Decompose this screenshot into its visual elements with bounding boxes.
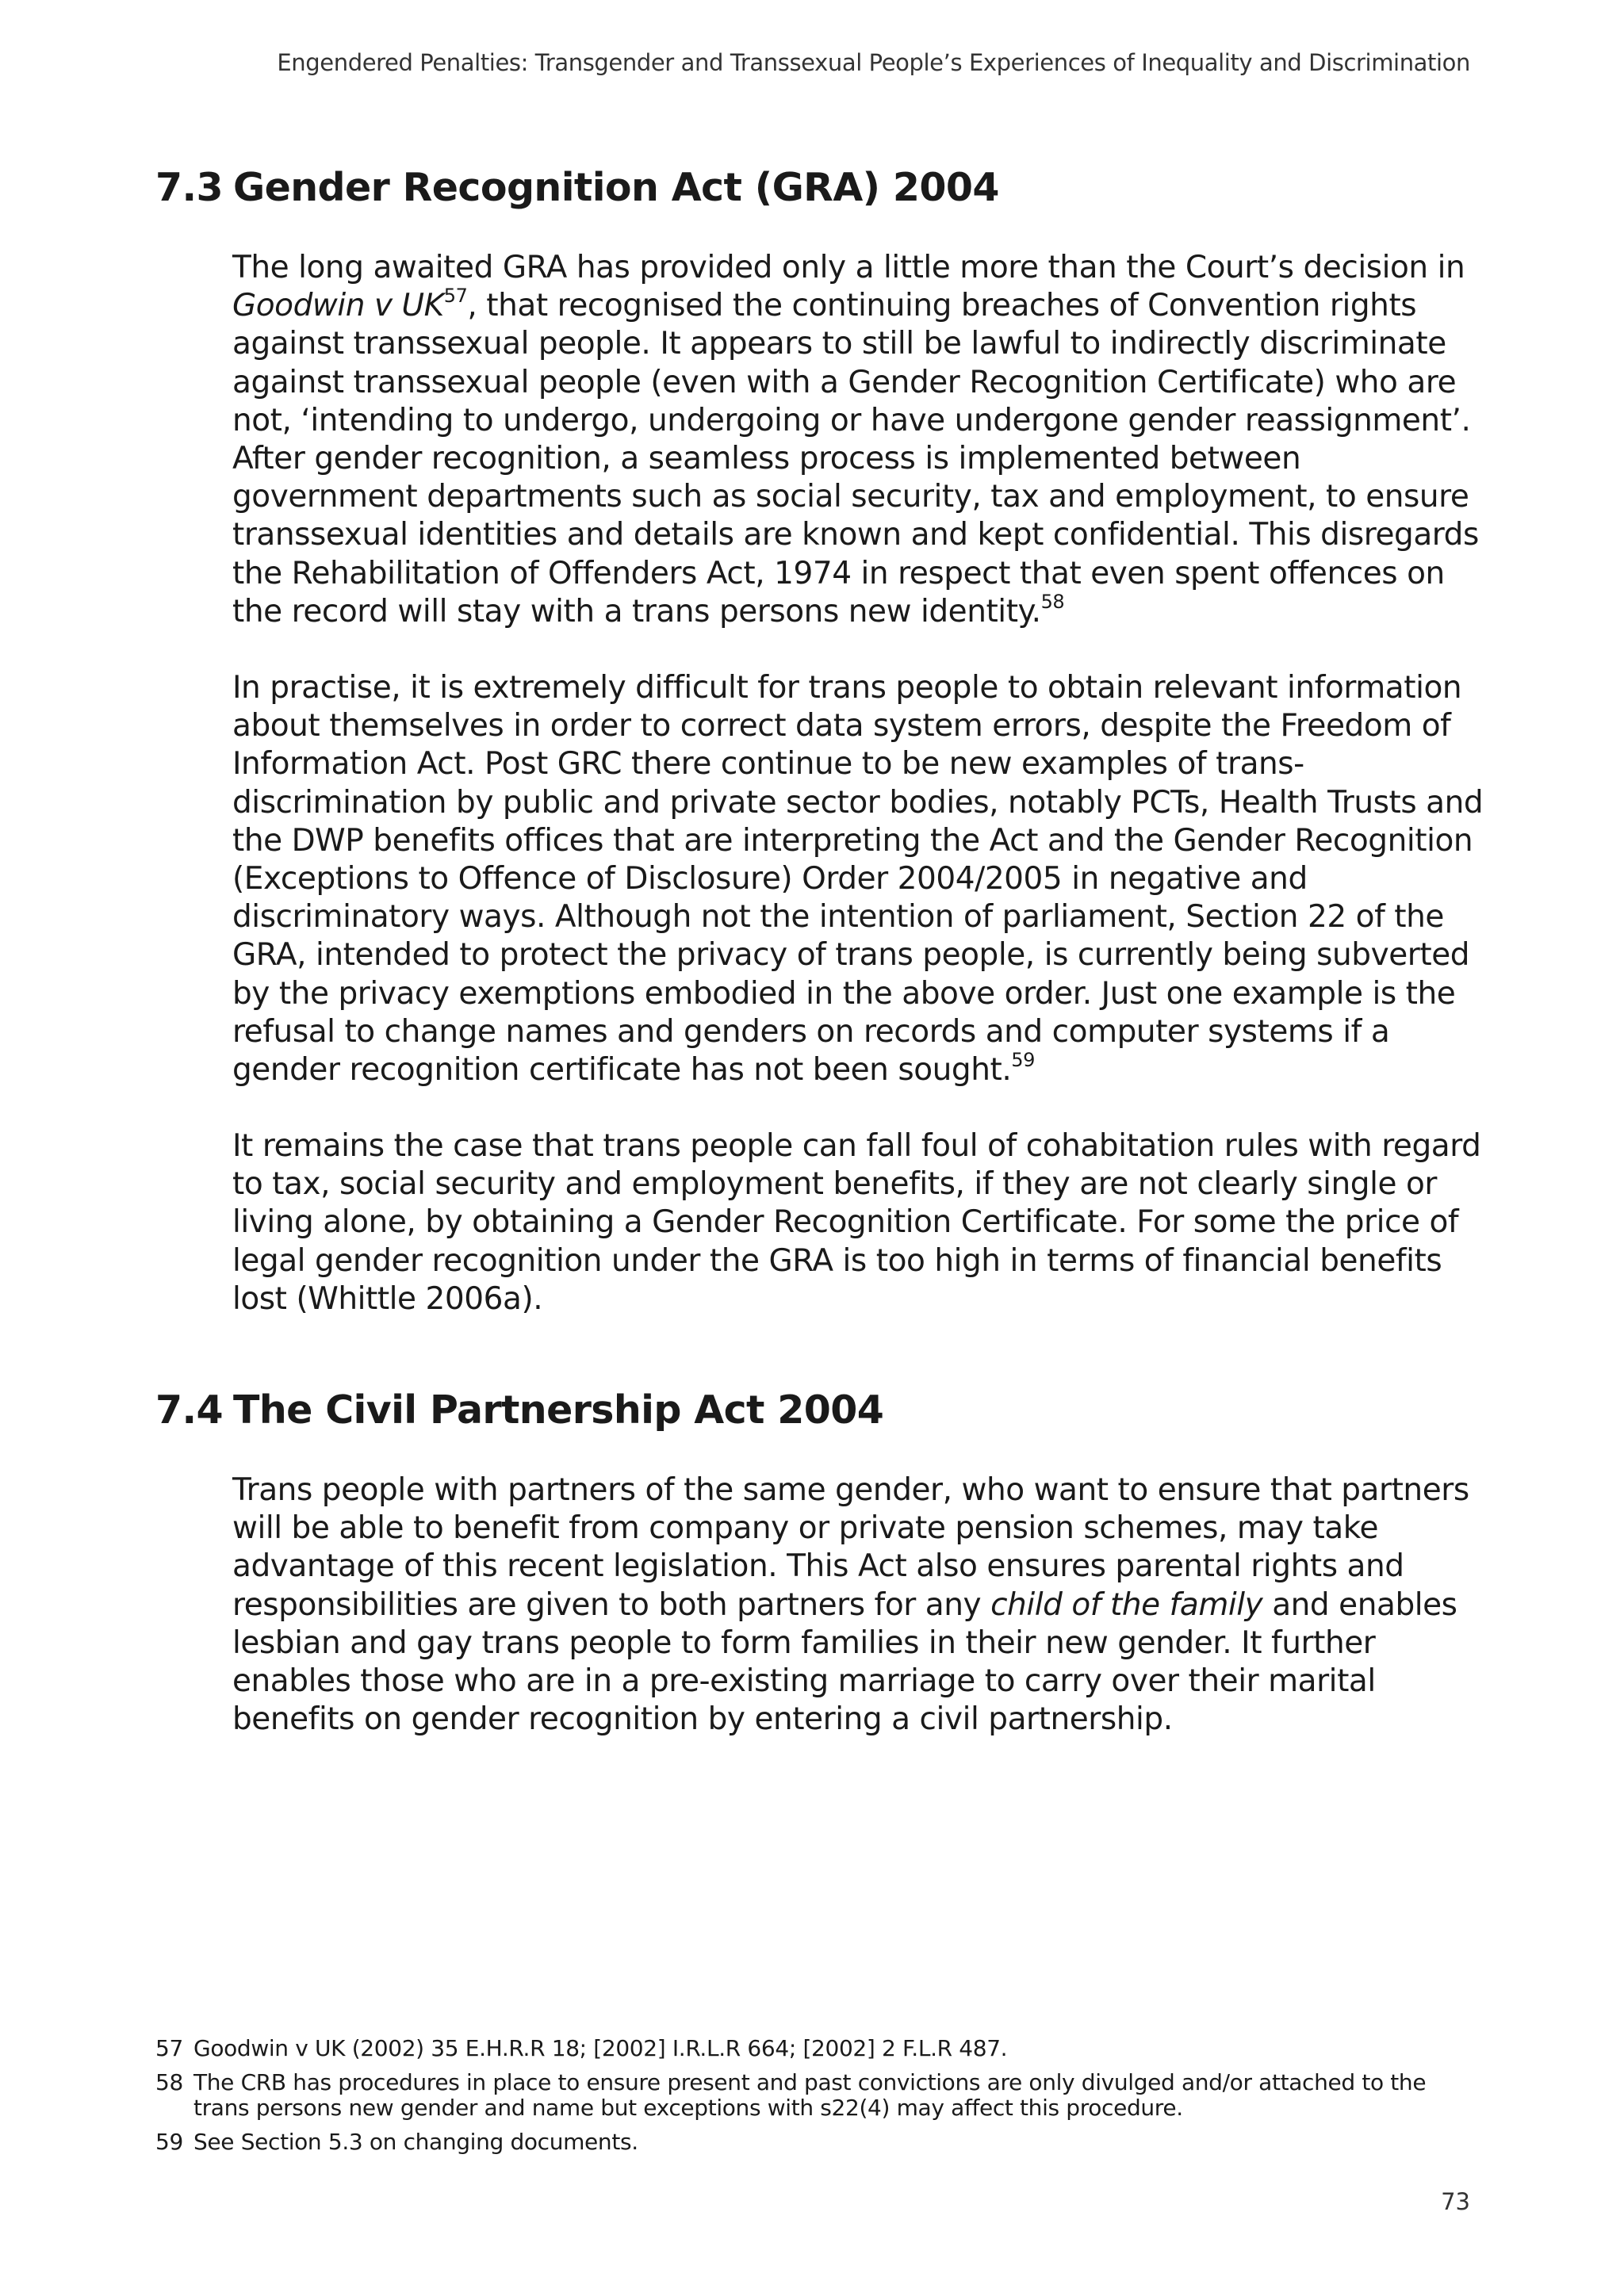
text-line: against transsexual people. It appears to still be lawful to indirectly discriminate [232,326,1446,362]
paragraph-gra-3 [232,1127,1501,1318]
text-line: living alone, by obtaining a Gender Recognition Certificate. For some the price of [232,1204,1459,1241]
text-line: the DWP benefits offices that are interpreting the Act and the Gender Recognition [232,822,1473,859]
text-line: by the privacy exemptions embodied in the above order. Just one example is the [232,975,1456,1012]
text-line: The long awaited GRA has provided only a little more than the Court’s decision in [232,250,1465,285]
footnote-number: 59 [155,2129,183,2155]
text-line: lost (Whittle 2006a). [232,1280,543,1317]
section-number: 7.3 [155,165,224,210]
paragraph-gra-2 [232,669,1501,1089]
text-line: gender recognition certificate has not been sought.$^{59}$ [232,1049,1035,1089]
text-line: the Rehabilitation of Offenders Act, 1974 in respect that even spent offences on [232,555,1445,591]
footnote-ref-59[interactable]: 59 [1011,1049,1035,1072]
text-line: Goodwin v UK$^{57}$, that recognised the continuing breaches of Convention rights [232,285,1417,324]
footnote-ref-57[interactable]: 57 [443,285,468,308]
section-title: The Civil Partnership Act 2004 [233,1387,884,1433]
running-header: Engendered Penalties: Transgender and Transsexual People’s Experiences of Inequality and Discrimination [277,49,1470,76]
text-line: advantage of this recent legislation. This Act also ensures parental rights and [232,1548,1404,1585]
section-title: Gender Recognition Act (GRA) 2004 [233,165,999,210]
text-line: In practise, it is extremely difficult for trans people to obtain relevant information [232,670,1462,706]
text-line: discrimination by public and private sector bodies, notably PCTs, Health Trusts and [232,784,1484,821]
footnote-text: trans persons new gender and name but exceptions with s22(4) may affect this procedure. [193,2095,1183,2121]
text-line: about themselves in order to correct data system errors, despite the Freedom of [232,708,1451,744]
case-name: Goodwin v UK [232,288,444,324]
footnote-59 [155,2130,1519,2155]
section-heading-7-4 [155,1387,883,1433]
paragraph-cpa-1 [232,1471,1501,1739]
text-line: not, ‘intending to undergo, undergoing or have undergone gender reassignment’. [232,402,1471,438]
footnote-57 [155,2036,1519,2061]
text-line: GRA, intended to protect the privacy of trans people, is currently being subverted [232,937,1470,974]
text-line: legal gender recognition under the GRA is too high in terms of financial benefits [232,1242,1442,1279]
page-number: 73 [1441,2188,1470,2215]
section-heading-7-3 [155,165,999,210]
text-line: Trans people with partners of the same gender, who want to ensure that partners [232,1472,1469,1508]
footnote-number: 57 [155,2035,183,2061]
text-line: benefits on gender recognition by entering a civil partnership. [232,1701,1173,1738]
text-line: to tax, social security and employment benefits, if they are not clearly single or [232,1166,1437,1203]
paragraph-gra-1 [232,249,1501,631]
text-line: Information Act. Post GRC there continue to be new examples of trans- [232,746,1304,783]
section-number: 7.4 [155,1387,224,1433]
text-line: refusal to change names and genders on records and computer systems if a [232,1013,1390,1050]
footnote-58 [155,2070,1519,2121]
text-line: against transsexual people (even with a Gender Recognition Certificate) who are [232,364,1457,400]
text-line: responsibilities are given to both partners for any child of the family and enables [232,1586,1457,1623]
footnote-text: The CRB has procedures in place to ensure present and past convictions are only divulged and/or attached to the [193,2069,1427,2095]
text-line: the record will stay with a trans persons new identity.$^{58}$ [232,590,1065,629]
footnotes [155,2036,1519,2164]
text-line: enables those who are in a pre-existing marriage to carry over their marital [232,1663,1376,1700]
italic-phrase: child of the family [990,1586,1263,1623]
footnote-number: 58 [155,2069,183,2095]
text-line: lesbian and gay trans people to form families in their new gender. It further [232,1624,1376,1661]
footnote-text: Goodwin v UK (2002) 35 E.H.R.R 18; [2002] I.R.L.R 664; [2002] 2 F.L.R 487. [193,2035,1008,2061]
footnote-text: See Section 5.3 on changing documents. [193,2129,638,2155]
footnote-ref-58[interactable]: 58 [1040,590,1065,613]
text-line: will be able to benefit from company or private pension schemes, may take [232,1510,1379,1547]
text-line: (Exceptions to Offence of Disclosure) Order 2004/2005 in negative and [232,861,1308,897]
text-line: discriminatory ways. Although not the intention of parliament, Section 22 of the [232,899,1444,936]
text-line: After gender recognition, a seamless process is implemented between [232,441,1301,477]
text-line: government departments such as social security, tax and employment, to ensure [232,479,1469,515]
text-line: It remains the case that trans people can fall foul of cohabitation rules with regard [232,1128,1481,1164]
text-line: transsexual identities and details are known and kept confidential. This disregards [232,517,1479,553]
